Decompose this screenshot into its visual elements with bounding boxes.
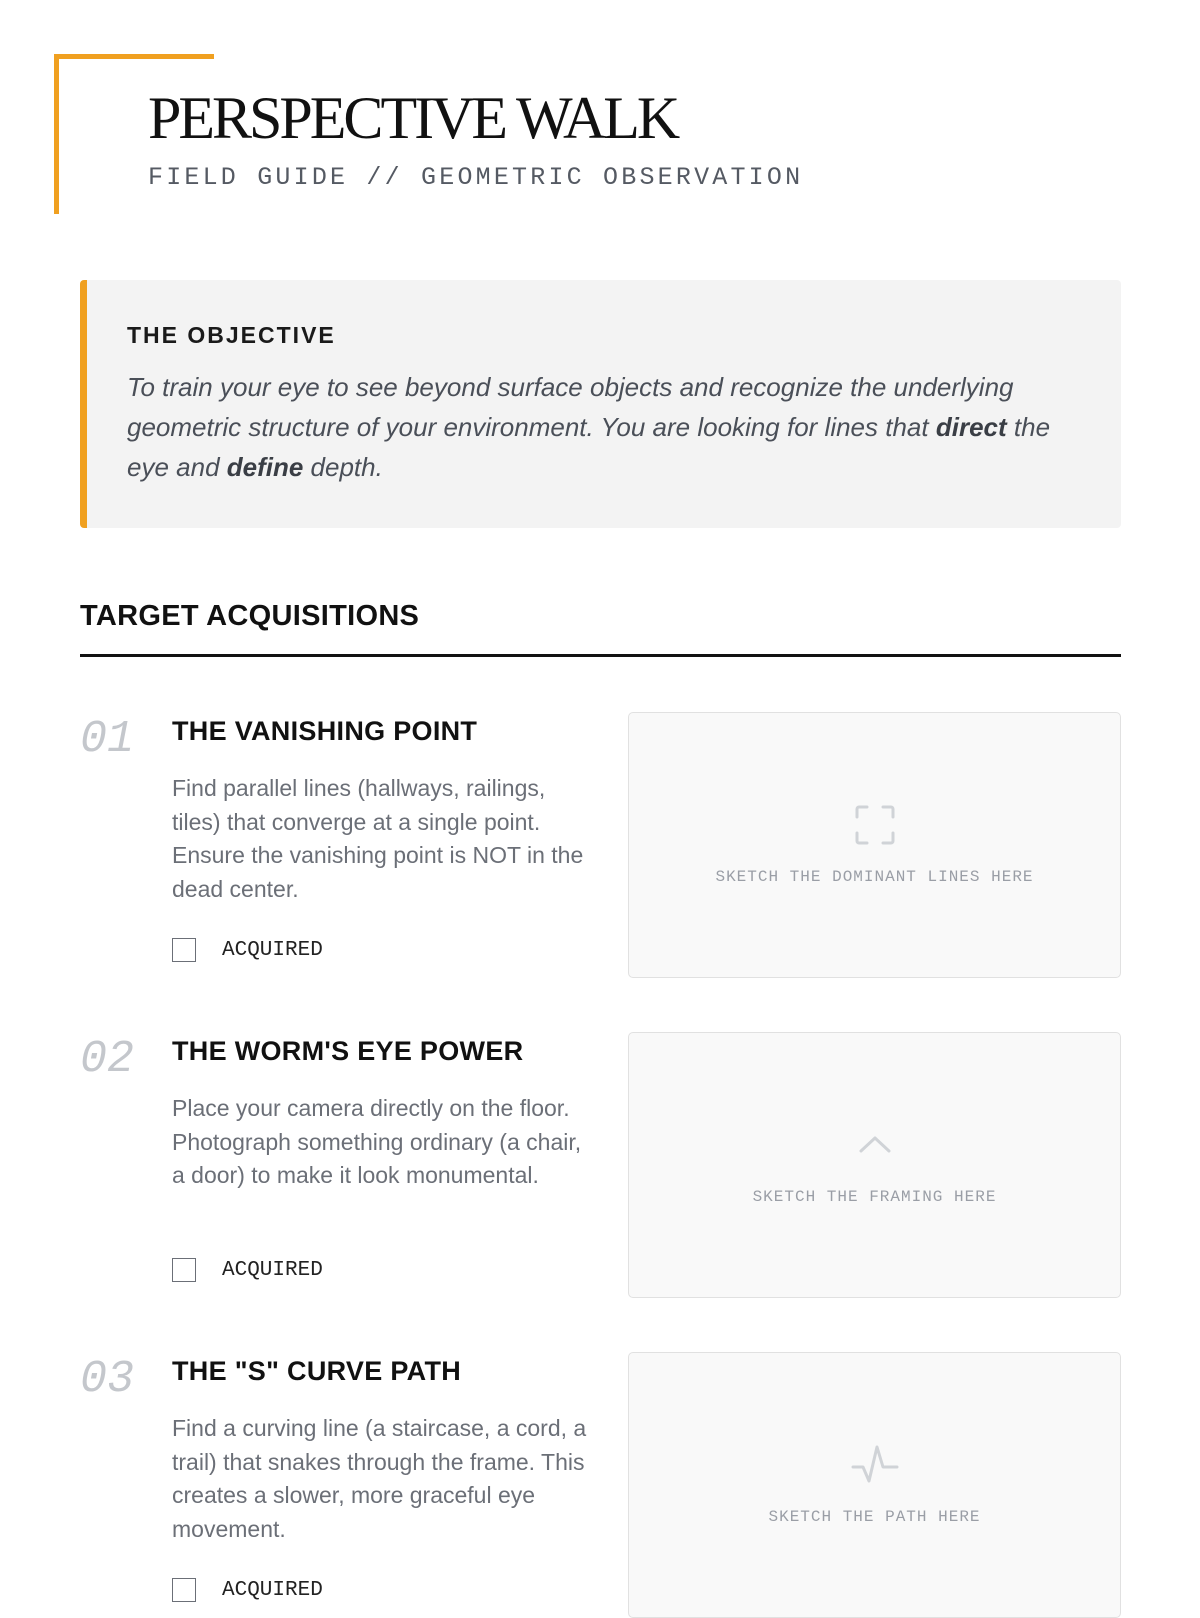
target-title: THE VANISHING POINT <box>172 716 478 746</box>
target-description: Find parallel lines (hallways, railings, tiles) that converge at a single point. Ensure the vanishing point is NOT in the dead center. <box>172 775 584 902</box>
chevron-up-icon <box>851 1121 899 1169</box>
objective-text-part: the eye and <box>127 412 1051 482</box>
acquired-label: ACQUIRED <box>222 938 323 962</box>
target-title: THE WORM'S EYE POWER <box>172 1036 524 1066</box>
acquired-checkbox-row[interactable] <box>172 1258 323 1282</box>
acquired-checkbox[interactable] <box>172 938 196 962</box>
acquired-label: ACQUIRED <box>222 1578 323 1602</box>
target-number: 02 <box>80 1034 135 1085</box>
target-item-worms-eye <box>80 1032 1121 1298</box>
target-number: 01 <box>80 714 135 765</box>
acquired-label: ACQUIRED <box>222 1258 323 1282</box>
objective-emphasis-define: define <box>226 452 304 482</box>
objective-text <box>127 367 1081 487</box>
section-divider <box>80 654 1121 657</box>
sketch-area[interactable] <box>628 1032 1121 1298</box>
acquired-checkbox[interactable] <box>172 1258 196 1282</box>
acquired-checkbox[interactable] <box>172 1578 196 1602</box>
acquired-checkbox-row[interactable] <box>172 1578 323 1602</box>
page-subtitle: FIELD GUIDE // GEOMETRIC OBSERVATION <box>148 163 804 192</box>
objective-emphasis-direct: direct <box>935 412 1007 442</box>
section-title: TARGET ACQUISITIONS <box>80 600 420 632</box>
target-description: Place your camera directly on the floor. Photograph something ordinary (a chair, a door) to make it look monumental. <box>172 1095 582 1188</box>
acquired-checkbox-row[interactable] <box>172 938 323 962</box>
sketch-area[interactable] <box>628 1352 1121 1618</box>
sketch-area[interactable] <box>628 712 1121 978</box>
objective-label: THE OBJECTIVE <box>127 322 336 348</box>
target-item-vanishing-point <box>80 712 1121 978</box>
objective-text-part: depth. <box>303 452 383 482</box>
sketch-label: SKETCH THE PATH HERE <box>768 1508 981 1526</box>
objective-text-part: To train your eye to see beyond surface objects and recognize the underlying geometric structure of your environment. You are looking for lines that <box>127 372 1014 442</box>
target-number: 03 <box>80 1354 135 1405</box>
page-title: PERSPECTIVE WALK <box>148 85 678 151</box>
target-title: THE "S" CURVE PATH <box>172 1356 462 1386</box>
frame-corners-icon <box>851 801 899 849</box>
sketch-label: SKETCH THE DOMINANT LINES HERE <box>715 868 1034 886</box>
target-item-s-curve <box>80 1352 1121 1618</box>
sketch-label: SKETCH THE FRAMING HERE <box>752 1188 997 1206</box>
target-description: Find a curving line (a staircase, a cord, a trail) that snakes through the frame. This creates a slower, more graceful eye movement. <box>172 1415 587 1542</box>
objective-callout <box>80 280 1121 528</box>
activity-icon <box>851 1441 899 1489</box>
